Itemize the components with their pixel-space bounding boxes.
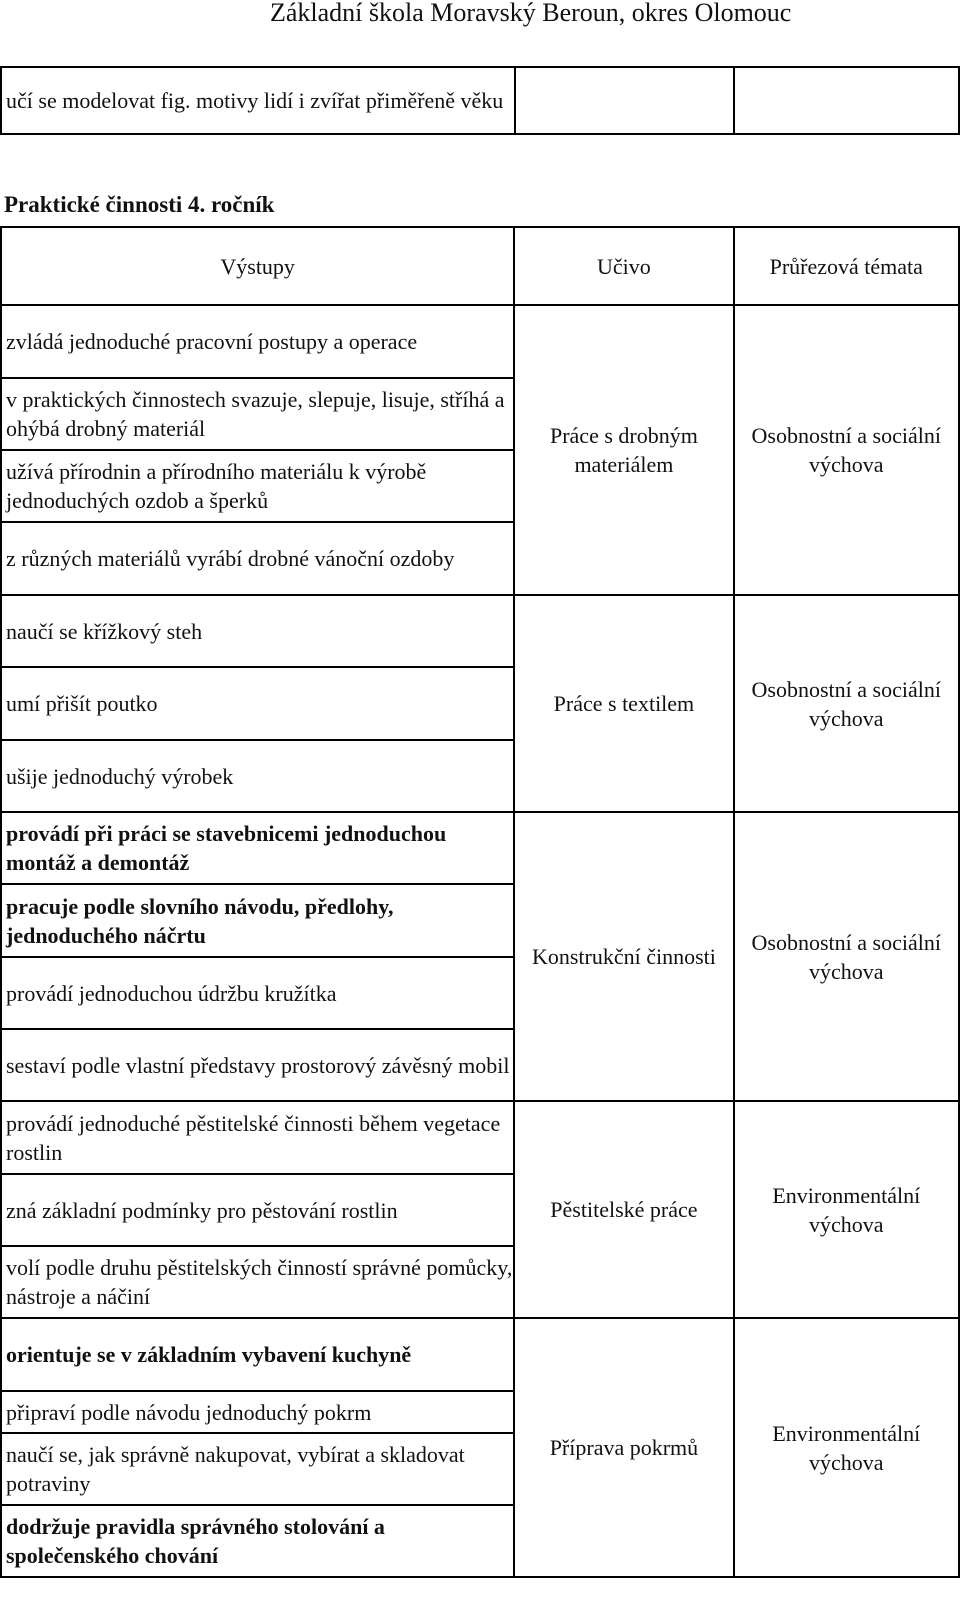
column-header-ucivo: Učivo	[514, 227, 733, 305]
output-cell: užívá přírodnin a přírodního materiálu k výrobě jednoduchých ozdob a šperků	[1, 450, 514, 522]
tema-cell: Osobnostní a sociální výchova	[734, 305, 959, 595]
table-row	[1, 1318, 959, 1391]
previous-page-table	[0, 66, 960, 135]
ucivo-cell: Příprava pokrmů	[514, 1318, 733, 1577]
ucivo-cell: Pěstitelské práce	[514, 1101, 733, 1318]
output-cell: volí podle druhu pěstitelských činností správné pomůcky, nástroje a náčiní	[1, 1246, 514, 1318]
table-row	[1, 595, 959, 667]
output-cell: orientuje se v základním vybavení kuchyně	[1, 1318, 514, 1391]
table-row	[1, 1101, 959, 1174]
output-cell: sestaví podle vlastní představy prostorový závěsný mobil	[1, 1029, 514, 1101]
column-header-temata: Průřezová témata	[734, 227, 959, 305]
table-row	[1, 305, 959, 378]
output-cell: provádí jednoduchou údržbu kružítka	[1, 957, 514, 1029]
previous-output-cell: učí se modelovat fig. motivy lidí i zvířat přiměřeně věku	[1, 67, 515, 134]
output-cell: provádí při práci se stavebnicemi jednoduchou montáž a demontáž	[1, 812, 514, 884]
header-row	[1, 227, 959, 305]
output-cell: provádí jednoduché pěstitelské činnosti během vegetace rostlin	[1, 1101, 514, 1174]
tema-cell: Environmentální výchova	[734, 1101, 959, 1318]
output-cell: zvládá jednoduché pracovní postupy a operace	[1, 305, 514, 378]
ucivo-cell: Konstrukční činnosti	[514, 812, 733, 1101]
output-cell: zná základní podmínky pro pěstování rostlin	[1, 1174, 514, 1246]
previous-ucivo-cell	[515, 67, 734, 134]
school-header: Základní škola Moravský Beroun, okres Olomouc	[270, 0, 792, 27]
output-cell: naučí se křížkový steh	[1, 595, 514, 667]
section-title: Praktické činnosti 4. ročník	[4, 192, 275, 217]
output-cell: naučí se, jak správně nakupovat, vybírat a skladovat potraviny	[1, 1433, 514, 1505]
output-cell: pracuje podle slovního návodu, předlohy, jednoduchého náčrtu	[1, 884, 514, 957]
output-cell: umí přišít poutko	[1, 667, 514, 740]
previous-tema-cell	[734, 67, 959, 134]
tema-cell: Osobnostní a sociální výchova	[734, 812, 959, 1101]
output-cell: dodržuje pravidla správného stolování a společenského chování	[1, 1505, 514, 1577]
output-cell: z různých materiálů vyrábí drobné vánoční ozdoby	[1, 522, 514, 595]
ucivo-cell: Práce s textilem	[514, 595, 733, 812]
column-header-vystupy: Výstupy	[1, 227, 514, 305]
output-cell: připraví podle návodu jednoduchý pokrm	[1, 1391, 514, 1433]
output-cell: ušije jednoduchý výrobek	[1, 740, 514, 812]
tema-cell: Environmentální výchova	[734, 1318, 959, 1577]
table-row	[1, 812, 959, 884]
curriculum-table	[0, 226, 960, 1578]
output-cell: v praktických činnostech svazuje, slepuje, lisuje, stříhá a ohýbá drobný materiál	[1, 378, 514, 450]
tema-cell: Osobnostní a sociální výchova	[734, 595, 959, 812]
ucivo-cell: Práce s drobným materiálem	[514, 305, 733, 595]
